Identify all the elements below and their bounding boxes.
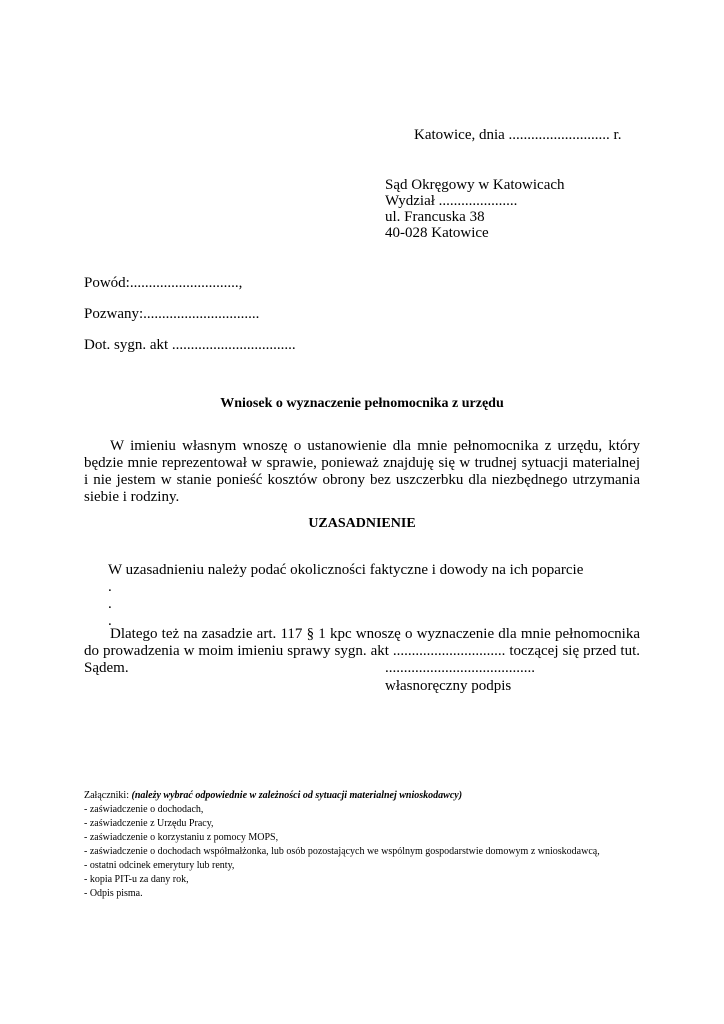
court-division: Wydział ..................... [385,193,518,209]
justification-heading: UZASADNIENIE [308,516,416,531]
court-postal-city: 40-028 Katowice [385,225,489,241]
placeholder-dot: . [108,596,112,612]
attachment-item: - Odpis pisma. [84,888,143,899]
attachments-section [84,789,600,901]
attachment-item: - kopia PIT-u za dany rok, [84,874,189,885]
attachment-item: - zaświadczenie o korzystaniu z pomocy MOPS, [84,832,279,843]
attachments-note: (należy wybrać odpowiednie w zależności od sytuacji materialnej wnioskodawcy) [131,790,463,801]
signature-line: ........................................ [385,660,535,676]
attachments-header [84,789,600,803]
date-line: Katowice, dnia ........................... r. [414,127,622,143]
attachment-item: - zaświadczenie o dochodach współmałżonka, lub osób pozostających we wspólnym gospodarstwie domowym z wnioskodawcą, [84,846,600,857]
court-name: Sąd Okręgowy w Katowicach [385,177,565,193]
case-reference-line: Dot. sygn. akt ................................. [84,337,296,353]
intro-paragraph: W imieniu własnym wnoszę o ustanowienie dla mnie pełnomocnika z urzędu, który będzie mnie reprezentował w sprawie, ponieważ znajduję się w trudnej sytuacji materialnej i nie jestem w stanie ponieść kosztów obrony bez uszczerbku dla niezbędnego utrzymania siebie i rodziny. [84,438,640,505]
plaintiff-line: Powód:............................., [84,275,243,291]
defendant-line: Pozwany:............................... [84,306,260,322]
signature-label: własnoręczny podpis [385,678,512,694]
attachments-label: Załączniki: [84,790,129,801]
final-paragraph: Dlatego też na zasadzie art. 117 § 1 kpc wnoszę o wyznaczenie dla mnie pełnomocnika do prowadzenia w moim imieniu sprawy sygn. akt .............................. toczącej się przed tut. Sądem. [84,626,640,676]
court-street: ul. Francuska 38 [385,209,485,225]
court-address-block [385,177,565,241]
attachment-item: - zaświadczenie o dochodach, [84,804,204,815]
placeholder-dot: . [108,613,112,629]
document-title: Wniosek o wyznaczenie pełnomocnika z urzędu [220,396,504,411]
attachment-item: - ostatni odcinek emerytury lub renty, [84,860,235,871]
attachment-item: - zaświadczenie z Urzędu Pracy, [84,818,214,829]
justification-instruction: W uzasadnieniu należy podać okoliczności faktyczne i dowody na ich poparcie [108,562,584,578]
placeholder-dot: . [108,579,112,595]
